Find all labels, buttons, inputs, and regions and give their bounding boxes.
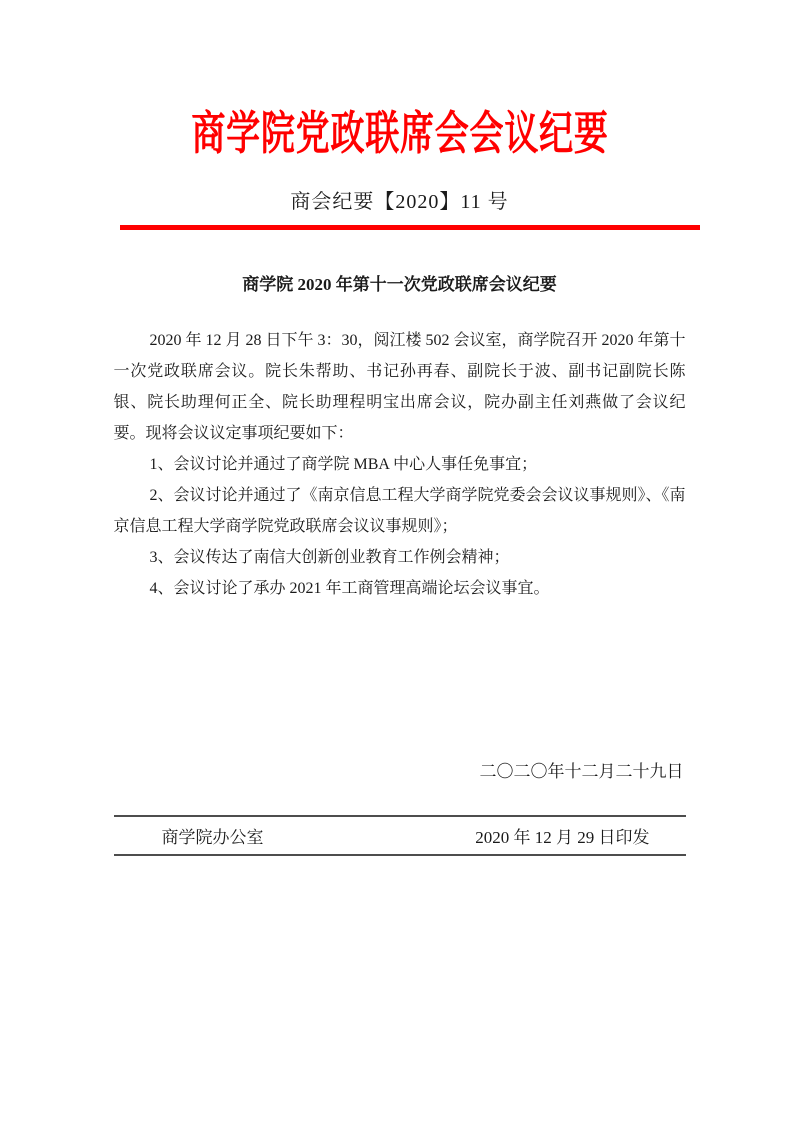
document-title <box>0 0 799 162</box>
document-number: 商会纪要【2020】11 号 <box>290 191 509 213</box>
signature-date: 二〇二〇年十二月二十九日 <box>479 762 684 781</box>
red-divider-rule <box>120 225 700 230</box>
footer-issuing-office: 商学院办公室 <box>161 828 264 847</box>
paragraph-item-3: 3、会议传达了南信大创新创业教育工作例会精神； <box>149 549 510 566</box>
footer-print-date: 2020 年 12 月 29 日印发 <box>475 828 650 847</box>
document-body <box>114 271 686 856</box>
document-title-text: 商学院党政联席会会议纪要 <box>190 108 609 159</box>
paragraph-item-2: 2、会议讨论并通过了《南京信息工程大学商学院党委会会议议事规则》、《南京信息工程大学商学院党政联席会议议事规则》； <box>113 487 686 535</box>
paragraph-item-1: 1、会议讨论并通过了商学院 MBA 中心人事任免事宜； <box>149 456 538 473</box>
paragraph-item-4: 4、会议讨论了承办 2021 年工商管理高端论坛会议事宜。 <box>149 580 550 597</box>
meeting-minutes-heading: 商学院 2020 年第十一次党政联席会议纪要 <box>242 275 557 294</box>
body-paragraphs <box>114 325 686 604</box>
paragraph-intro: 2020 年 12 月 28 日下午 3：30，阅江楼 502 会议室，商学院召开 2020 年第十一次党政联席会议。院长朱帮助、书记孙再春、副院长于波、副书记副院长陈银、院长助理何正全、院长助理程明宝出席会议，院办副主任刘燕做了会议纪要。现将会议议定事项纪要如下： <box>113 332 686 442</box>
footer-bar <box>114 815 686 856</box>
